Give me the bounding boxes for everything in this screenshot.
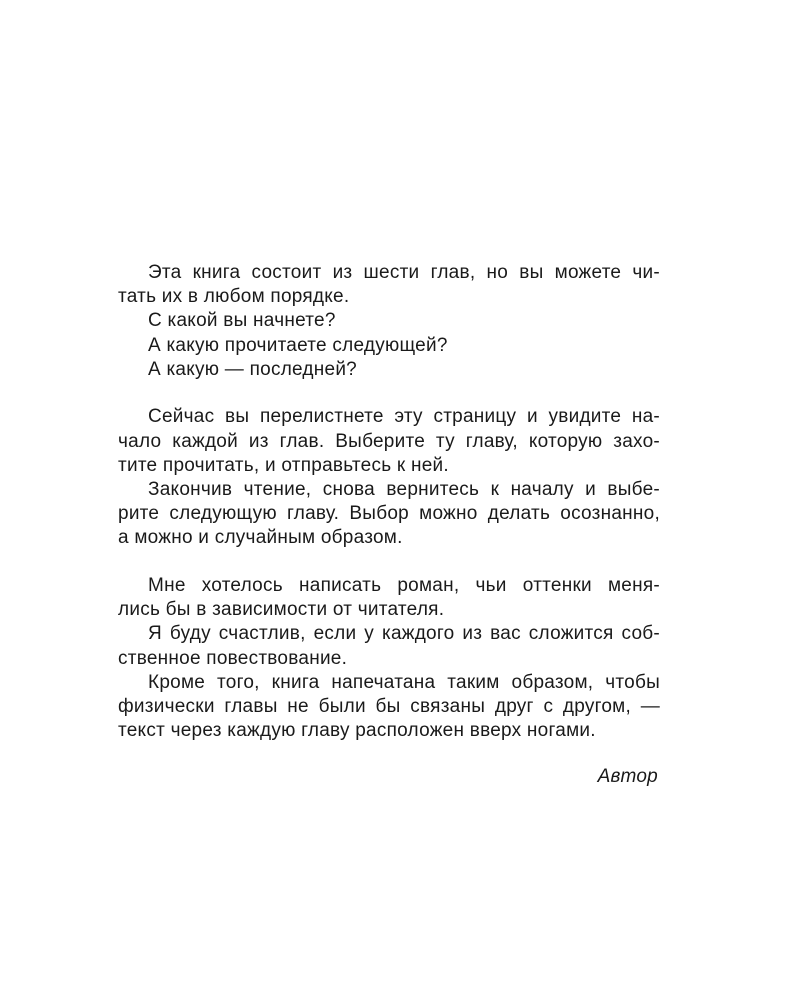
section-gap (118, 382, 660, 406)
text-line: С какой вы начнете? (148, 310, 336, 332)
paragraph-7 (118, 574, 660, 622)
page-body (118, 261, 660, 790)
text-line: Кроме того, книга напечатана таким образом, чтобы (148, 671, 660, 693)
paragraph-8 (118, 622, 660, 670)
paragraph-4 (118, 358, 660, 382)
paragraph-1 (118, 261, 660, 309)
text-line: тите прочитать, и отправьтесь к ней. (118, 454, 449, 476)
paragraph-5 (118, 405, 660, 478)
paragraph-9 (118, 671, 660, 744)
text-line: ственное повествование. (118, 647, 348, 669)
text-line: рите следующую главу. Выбор можно делать осознанно, (118, 503, 660, 525)
text-line: тать их в любом порядке. (118, 286, 350, 308)
text-line: лись бы в зависимости от читателя. (118, 599, 445, 621)
text-line: текст через каждую главу расположен вверх ногами. (118, 720, 596, 742)
text-line: А какую — последней? (148, 358, 357, 380)
paragraph-3 (118, 334, 660, 358)
paragraph-2 (118, 309, 660, 333)
paragraph-6 (118, 478, 660, 551)
text-line: Закончив чтение, снова вернитесь к началу и выбе- (148, 479, 660, 500)
text-line: Эта книга состоит из шести глав, но вы можете чи- (148, 262, 660, 283)
section-gap (118, 551, 660, 575)
text-line: Сейчас вы перелистнете эту страницу и увидите на- (148, 406, 660, 428)
text-line: А какую прочитаете следующей? (148, 334, 448, 356)
author-signature: Автор (597, 766, 658, 788)
text-line: а можно и случайным образом. (118, 527, 403, 549)
text-line: чало каждой из глав. Выберите ту главу, которую захо- (118, 430, 660, 452)
text-line: физически главы не были бы связаны друг с другом, — (118, 696, 660, 717)
text-line: Мне хотелось написать роман, чьи оттенки меня- (148, 575, 660, 597)
text-line: Я буду счастлив, если у каждого из вас сложится соб- (148, 623, 660, 645)
